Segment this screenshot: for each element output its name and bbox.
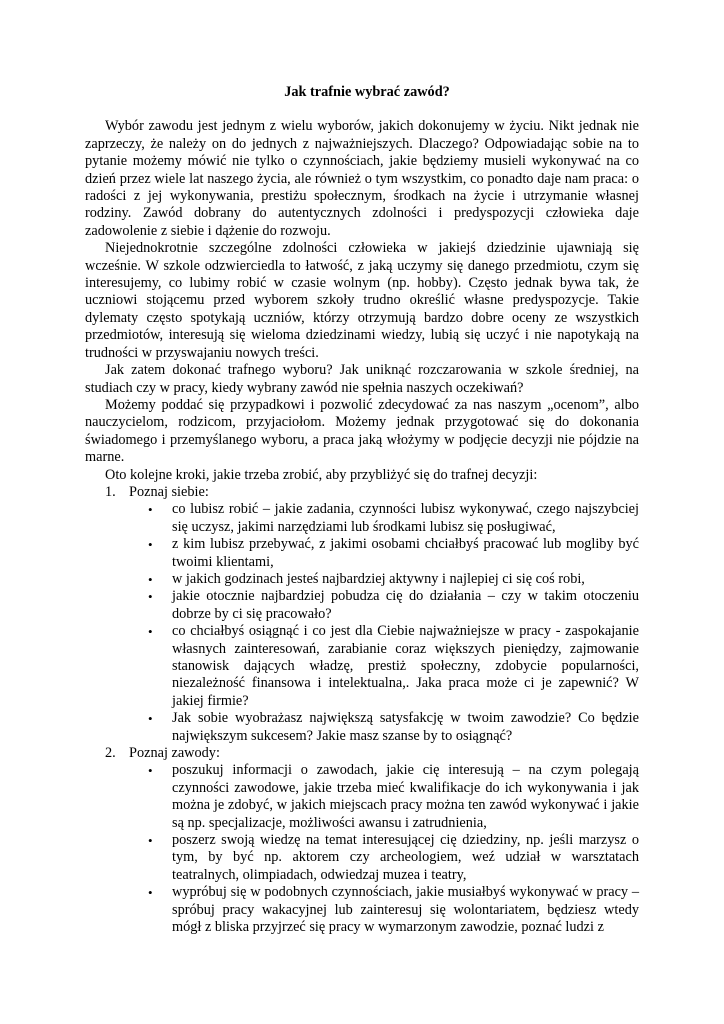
- list-item: [148, 588, 639, 623]
- list-item-text: co chciałbyś osiągnąć i co jest dla Ciebie najważniejsze w pracy - zaspokajanie własnych zainteresowań, zarabianie coraz większych pieniędzy, zajmowanie stanowisk dających władzę, prestiż społeczny, zdobycie popularności, niezależność finansowa i intelektualna,. Jaka praca może ci je zapewnić? W jakiej firmie?: [172, 623, 639, 709]
- paragraph-3: Jak zatem dokonać trafnego wyboru? Jak uniknąć rozczarowania w szkole średniej, na studiach czy w pracy, kiedy wybrany zawód nie spełnia naszych oczekiwań?: [85, 362, 639, 396]
- list-item-text: w jakich godzinach jesteś najbardziej aktywny i najlepiej ci się coś robi,: [172, 570, 585, 587]
- list-item-text: z kim lubisz przebywać, z jakimi osobami chciałbyś pracować lub mogliby być twoimi klientami,: [172, 536, 639, 570]
- bullet-icon: •: [148, 537, 153, 553]
- section-know-professions: [85, 745, 639, 936]
- bullet-icon: •: [148, 589, 153, 605]
- section-title: Poznaj zawody:: [129, 745, 220, 762]
- section-heading: [85, 745, 639, 762]
- section-number: 1.: [105, 483, 116, 500]
- section-title: Poznaj siebie:: [129, 483, 209, 500]
- paragraph-1: Wybór zawodu jest jednym z wielu wyborów, jakich dokonujemy w życiu. Nikt jednak nie zaprzeczy, że należy on do jednych z najważniejszych. Dlaczego? Odpowiadając sobie na to pytanie możemy mówić nie tylko o czynnościach, jakie będziemy musieli wykonywać na co dzień przez wiele lat naszego życia, ale również o tym wszystkim, co ponadto daje nam praca: o radości z jej wykonywania, prestiżu społecznym, środkach na życie i utrzymanie własnej rodziny. Zawód dobrany do autentycznych zdolności i predyspozycji człowieka daje zadowolenie z siebie i dążenie do rozwoju.: [85, 118, 639, 239]
- bullet-list: [85, 501, 639, 745]
- list-item: [148, 570, 639, 588]
- list-item: [148, 884, 639, 936]
- document-page: [85, 84, 639, 937]
- list-item: [148, 832, 639, 884]
- list-item: [148, 710, 639, 745]
- list-item: [148, 762, 639, 832]
- section-number: 2.: [105, 745, 116, 762]
- section-heading: [85, 484, 639, 501]
- list-item: [148, 623, 639, 710]
- bullet-icon: •: [148, 885, 153, 901]
- list-item-text: jakie otocznie najbardziej pobudza cię do działania – czy w takim otoczeniu dobrze by ci się pracowało?: [172, 588, 639, 622]
- steps-intro: Oto kolejne kroki, jakie trzeba zrobić, aby przybliżyć się do trafnej decyzji:: [105, 466, 538, 483]
- list-item: [148, 536, 639, 571]
- list-item-text: co lubisz robić – jakie zadania, czynności lubisz wykonywać, czego najszybciej się uczysz, jakimi narzędziami lub środkami lubisz się posługiwać,: [172, 501, 639, 535]
- bullet-icon: •: [148, 624, 153, 640]
- bullet-icon: •: [148, 502, 153, 518]
- section-know-yourself: [85, 484, 639, 745]
- list-item-text: wypróbuj się w podobnych czynnościach, jakie musiałbyś wykonywać w pracy – spróbuj pracy wakacyjnej lub zainteresuj się wolontariatem, będziesz wtedy mógł z bliska przyjrzeć się pracy w wymarzonym zawodzie, poznać ludzi z: [172, 884, 639, 936]
- list-item: [148, 501, 639, 536]
- bullet-icon: •: [148, 711, 153, 727]
- bullet-icon: •: [148, 763, 153, 779]
- bullet-icon: •: [148, 571, 153, 587]
- document-title: Jak trafnie wybrać zawód?: [284, 84, 450, 100]
- list-item-text: poszerz swoją wiedzę na temat interesującej cię dziedziny, np. jeśli marzysz o tym, by być np. aktorem czy archeologiem, weź udział w warsztatach teatralnych, olimpiadach, odwiedzaj muzea i teatry,: [172, 832, 639, 883]
- paragraph-2: Niejednokrotnie szczególne zdolności człowieka w jakiejś dziedzinie ujawniają się wcześnie. W szkole odzwierciedla to łatwość, z jaką uczymy się danego przedmiotu, czym się interesujemy, co lubimy robić w czasie wolnym (np. hobby). Często jednak bywa tak, że uczniowi stojącemu przed wyborem szkoły trudno określić własne predyspozycje. Takie dylematy często spotykają uczniów, którzy otrzymują bardzo dobre oceny ze wszystkich przedmiotów, interesują się wieloma dziedzinami wiedzy, lubią się uczyć i nie napotykają na trudności w przyswajaniu nowych treści.: [85, 240, 639, 361]
- bullet-icon: •: [148, 833, 153, 849]
- list-item-text: poszukuj informacji o zawodach, jakie cię interesują – na czym polegają czynności zawodowe, jakie trzeba mieć kwalifikacje do ich wykonywania i jak można je zdobyć, w jakich miejscach pracy można ten zawód wykonywać i jakie są np. specjalizacje, możliwości awansu i zatrudnienia,: [172, 762, 639, 831]
- list-item-text: Jak sobie wyobrażasz największą satysfakcję w twoim zawodzie? Co będzie największym sukcesem? Jakie masz szanse by to osiągnąć?: [172, 710, 639, 744]
- paragraph-4: Możemy poddać się przypadkowi i pozwolić zdecydować za nas naszym „ocenom”, albo nauczycielom, rodzicom, przyjaciołom. Możemy jednak przygotować się do dokonania świadomego i przemyślanego wyboru, a praca jaką włożymy w podjęcie decyzji nie pójdzie na marne.: [85, 396, 639, 466]
- bullet-list: [85, 762, 639, 936]
